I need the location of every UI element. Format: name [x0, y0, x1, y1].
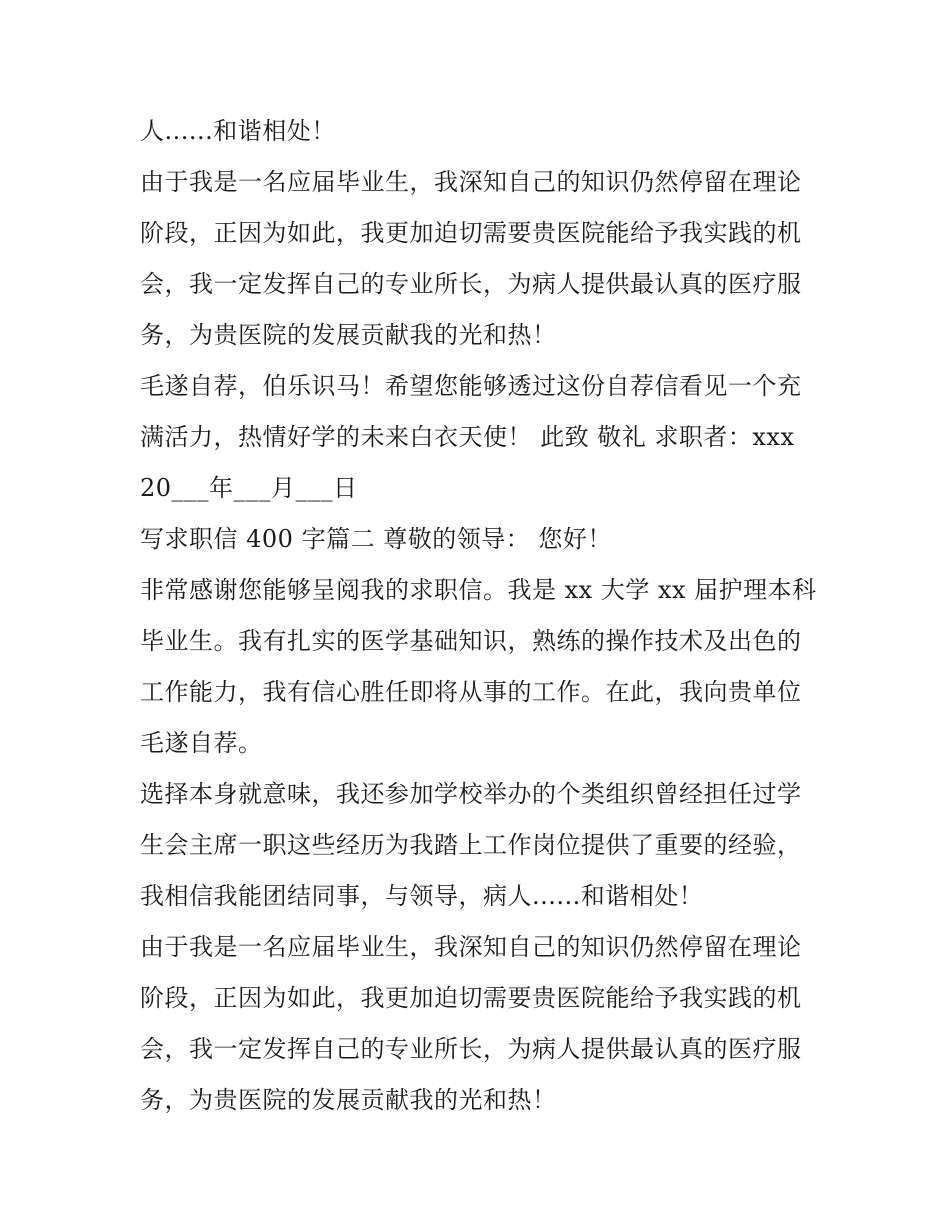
- date-line: 20___年___月___日: [140, 474, 358, 502]
- section-heading: 写求职信 400 字篇二 尊敬的领导： 您好！: [140, 525, 612, 553]
- text-line: 我相信我能团结同事，与领导，病人......和谐相处！: [140, 882, 704, 910]
- text-line: 务，为贵医院的发展贡献我的光和热！: [140, 1086, 557, 1114]
- document-body: [140, 106, 820, 1126]
- text-line: 由于我是一名应届毕业生，我深知自己的知识仍然停留在理论: [140, 933, 802, 961]
- text-line: 会，我一定发挥自己的专业所长，为病人提供最认真的医疗服: [140, 1035, 802, 1063]
- text-line: 毛遂自荐。: [140, 729, 263, 757]
- text-line: 工作能力，我有信心胜任即将从事的工作。在此，我向贵单位: [140, 678, 802, 706]
- text-line: 阶段，正因为如此，我更加迫切需要贵医院能给予我实践的机: [140, 984, 802, 1012]
- text-line: 由于我是一名应届毕业生，我深知自己的知识仍然停留在理论: [140, 168, 802, 196]
- text-line: 生会主席一职这些经历为我踏上工作岗位提供了重要的经验，: [140, 831, 802, 859]
- text-line: 务，为贵医院的发展贡献我的光和热！: [140, 321, 557, 349]
- text-line: 人......和谐相处！: [140, 117, 336, 145]
- text-line: 会，我一定发挥自己的专业所长，为病人提供最认真的医疗服: [140, 270, 802, 298]
- text-line: 满活力，热情好学的未来白衣天使！ 此致 敬礼 求职者：xxx: [140, 423, 795, 451]
- text-line: 毕业生。我有扎实的医学基础知识，熟练的操作技术及出色的: [140, 627, 802, 655]
- text-line: 非常感谢您能够呈阅我的求职信。我是 xx 大学 xx 届护理本科: [140, 576, 817, 604]
- text-line: 选择本身就意味，我还参加学校举办的个类组织曾经担任过学: [140, 780, 802, 808]
- text-line: 毛遂自荐，伯乐识马！希望您能够透过这份自荐信看见一个充: [140, 372, 802, 400]
- text-line: 阶段，正因为如此，我更加迫切需要贵医院能给予我实践的机: [140, 219, 802, 247]
